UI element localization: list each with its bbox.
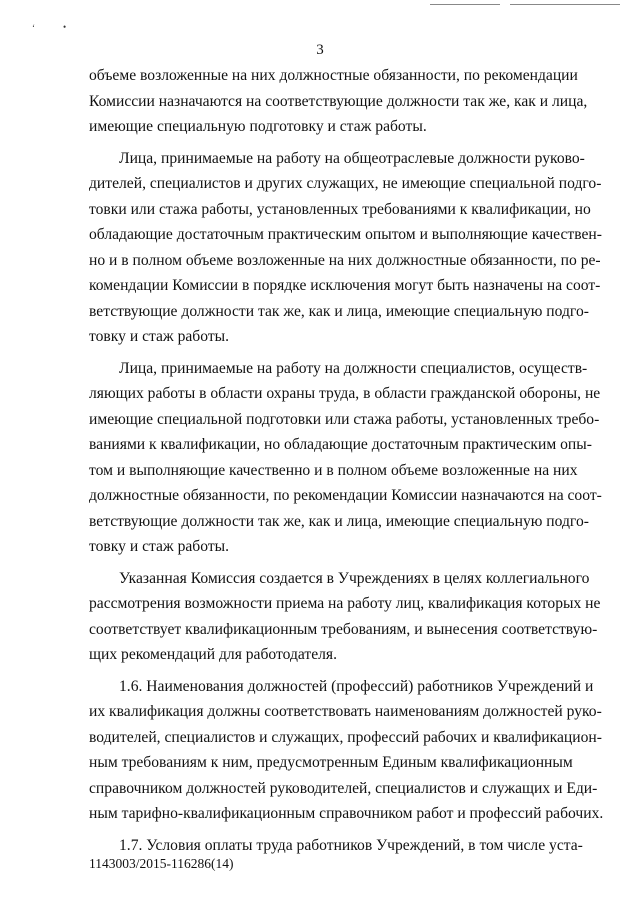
scan-artifact-top-line-2	[510, 4, 620, 5]
paragraph	[89, 356, 602, 560]
text-line: ным тарифно-квалификационным справочником работ и профессий рабочих.	[89, 805, 604, 822]
text-line: имеющие специальную подготовку и стаж работы.	[89, 118, 427, 135]
text-line: объеме возложенные на них должностные обязанности, по рекомендации	[89, 67, 578, 84]
document-footer-code: 1143003/2015-116286(14)	[89, 856, 234, 871]
text-line: имеющие специальной подготовки или стажа работы, установленных требо-	[89, 410, 600, 428]
text-line: товку и стаж работы.	[89, 538, 230, 555]
paragraph	[89, 566, 601, 668]
text-line: ветствующие должности так же, как и лица, имеющие специальную подго-	[89, 302, 589, 320]
document-body	[89, 63, 604, 858]
text-line: ляющих работы в области охраны труда, в области гражданской обороны, не	[89, 385, 601, 402]
text-line: водителей, специалистов и служащих, профессий рабочих и квалификацион-	[89, 728, 602, 746]
text-line: 1.7. Условия оплаты труда работников Учреждений, в том числе уста-	[119, 836, 583, 854]
text-line: 1.6. Наименования должностей (профессий) работников Учреждений и	[119, 677, 594, 695]
text-line: Комиссии назначаются на соответствующие должности так же, как и лица,	[89, 92, 588, 110]
text-line: их квалификация должны соответствовать наименованиям должностей руко-	[89, 703, 602, 720]
text-line: комендации Комиссии в порядке исключения могут быть назначены на соот-	[89, 277, 601, 294]
text-line: товки или стажа работы, установленных требованиями к квалификации, но	[89, 200, 591, 218]
paragraph	[89, 833, 583, 859]
text-line: соответствует квалификационным требованиям, и вынесения соответствую-	[89, 620, 598, 638]
text-line: но и в полном объеме возложенные на них должностные обязанности, по ре-	[89, 251, 601, 269]
text-line: дителей, специалистов и других служащих, не имеющие специальной подго-	[89, 175, 602, 192]
text-line: Указанная Комиссия создается в Учреждениях в целях коллегиального	[119, 569, 590, 587]
text-line: обладающие достаточным практическим опытом и выполняющие качествен-	[89, 226, 602, 243]
text-line: ным требованиям к ним, предусмотренным Единым квалификационным	[89, 754, 573, 771]
paragraph	[89, 63, 588, 140]
text-line: Лица, принимаемые на работу на должности специалистов, осуществ-	[119, 359, 588, 377]
text-line: рассмотрения возможности приема на работу лиц, квалификация которых не	[89, 595, 601, 612]
text-line: справочником должностей руководителей, специалистов и служащих и Еди-	[89, 779, 598, 797]
text-line: должностные обязанности, по рекомендации Комиссии назначаются на соот-	[89, 487, 602, 504]
page-number: 3	[316, 42, 324, 58]
text-line: щих рекомендаций для работодателя.	[89, 646, 337, 663]
text-line: том и выполняющие качественно и в полном объеме возложенные на них	[89, 461, 578, 479]
paragraph	[89, 146, 602, 350]
text-line: ваниями к квалификации, но обладающие достаточным практическим опы-	[89, 436, 592, 453]
text-line: товку и стаж работы.	[89, 328, 230, 345]
scan-artifact-left: ‘	[32, 23, 35, 33]
text-line: ветствующие должности так же, как и лица, имеющие специальную подго-	[89, 512, 589, 530]
scan-artifact-left-2: •	[63, 22, 67, 32]
scan-artifact-top-line	[430, 4, 500, 5]
text-line: Лица, принимаемые на работу на общеотраслевые должности руково-	[119, 149, 585, 167]
paragraph	[89, 674, 604, 827]
